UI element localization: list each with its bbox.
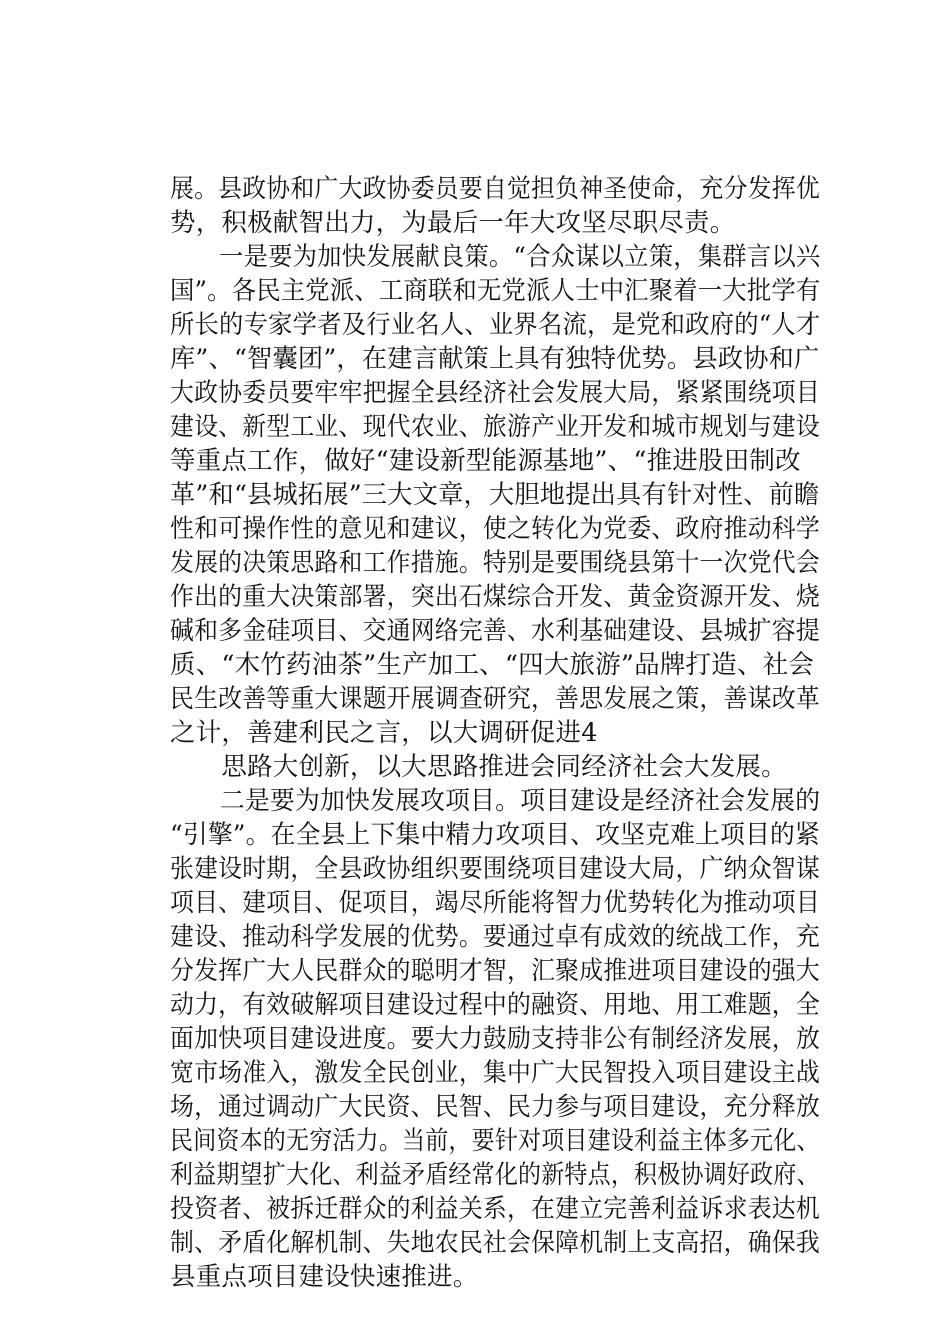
body-text-line: 一是要为加快发展献良策。“合众谋以立策，集群言以兴 <box>170 242 821 272</box>
body-text-line: 发展的决策思路和工作措施。特别是要围绕县第十一次党代会 <box>170 548 820 578</box>
body-text-line: 民生改善等重大课题开展调查研究，善思发展之策，善谋改革 <box>170 684 820 714</box>
body-text-line: 碱和多金硅项目、交通网络完善、水利基础建设、县城扩容提 <box>170 616 820 646</box>
body-text-line: 建设、新型工业、现代农业、旅游产业开发和城市规划与建设 <box>170 412 820 442</box>
body-text-line: 利益期望扩大化、利益矛盾经常化的新特点，积极协调好政府、 <box>170 1160 820 1190</box>
body-text-line: “引擎”。在全县上下集中精力攻项目、攻坚克难上项目的紧 <box>170 820 820 850</box>
body-text-line: 张建设时期，全县政协组织要围绕项目建设大局，广纳众智谋 <box>170 854 820 884</box>
body-text-line: 民间资本的无穷活力。当前，要针对项目建设利益主体多元化、 <box>170 1126 820 1156</box>
body-text-line: 大政协委员要牢牢把握全县经济社会发展大局，紧紧围绕项目 <box>170 378 820 408</box>
body-text-line: 革”和“县城拓展”三大文章，大胆地提出具有针对性、前瞻 <box>170 480 820 510</box>
body-text-line: 等重点工作，做好“建设新型能源基地”、“推进股田制改 <box>170 446 801 476</box>
body-text-line: 建设、推动科学发展的优势。要通过卓有成效的统战工作，充 <box>170 922 820 952</box>
body-text-line: 制、矛盾化解机制、失地农民社会保障机制上支高招，确保我 <box>170 1228 820 1258</box>
body-text-line: 作出的重大决策部署，突出石煤综合开发、黄金资源开发、烧 <box>170 582 820 612</box>
body-text-line: 分发挥广大人民群众的聪明才智，汇聚成推进项目建设的强大 <box>170 956 820 986</box>
body-text-line: 思路大创新，以大思路推进会同经济社会大发展。 <box>170 752 787 782</box>
body-text-line: 项目、建项目、促项目，竭尽所能将智力优势转化为推动项目 <box>170 888 820 918</box>
body-text-line: 面加快项目建设进度。要大力鼓励支持非公有制经济发展，放 <box>170 1024 820 1054</box>
body-text-line: 动力，有效破解项目建设过程中的融资、用地、用工难题，全 <box>170 990 820 1020</box>
body-text-line: 展。县政协和广大政协委员要自觉担负神圣使命，充分发挥优 <box>170 174 820 204</box>
body-text-line: 库”、“智囊团”，在建言献策上具有独特优势。县政协和广 <box>170 344 820 374</box>
body-text-line: 国”。各民主党派、工商联和无党派人士中汇聚着一大批学有 <box>170 276 821 306</box>
body-text-line: 投资者、被拆迁群众的利益关系，在建立完善利益诉求表达机 <box>170 1194 820 1224</box>
body-text-line: 之计，善建利民之言，以大调研促进4 <box>170 718 598 748</box>
body-text-line: 所长的专家学者及行业名人、业界名流，是党和政府的“人才 <box>170 310 821 340</box>
body-text-line: 县重点项目建设快速推进。 <box>170 1262 479 1292</box>
body-text-line: 二是要为加快发展攻项目。项目建设是经济社会发展的 <box>170 786 821 816</box>
body-text-line: 质、“木竹药油茶”生产加工、“四大旅游”品牌打造、社会 <box>170 650 815 680</box>
body-text-line: 宽市场准入，激发全民创业，集中广大民智投入项目建设主战 <box>170 1058 820 1088</box>
body-text-line: 势，积极献智出力，为最后一年大攻坚尽职尽责。 <box>170 208 736 238</box>
body-text-line: 性和可操作性的意见和建议，使之转化为党委、政府推动科学 <box>170 514 820 544</box>
body-text-line: 场，通过调动广大民资、民智、民力参与项目建设，充分释放 <box>170 1092 820 1122</box>
